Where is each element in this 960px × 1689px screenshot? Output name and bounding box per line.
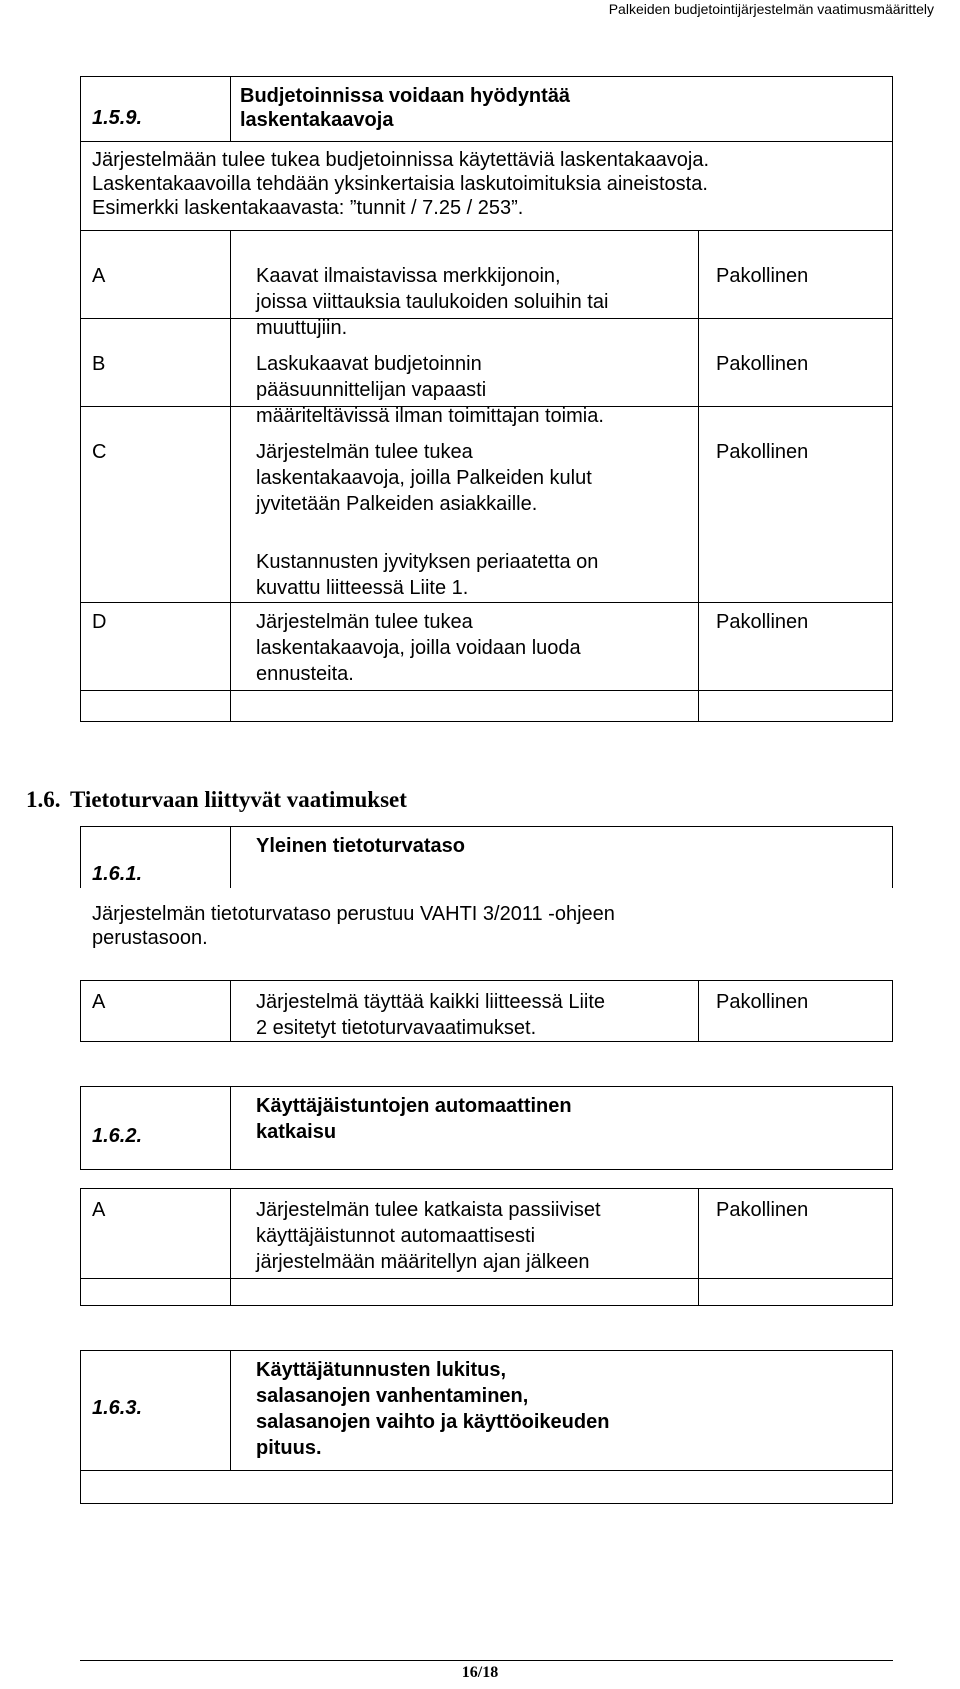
- document-header: Palkeiden budjetointijärjestelmän vaatimusmäärittely: [608, 1, 934, 17]
- section-title: katkaisu: [256, 1121, 337, 1143]
- requirement-level: Pakollinen: [716, 611, 809, 633]
- requirement-text: Kaavat ilmaistavissa merkkijonoin,: [256, 265, 561, 287]
- requirement-level: Pakollinen: [716, 991, 809, 1013]
- requirement-text: laskentakaavoja, joilla voidaan luoda: [256, 637, 581, 659]
- section-number: 1.6.2.: [92, 1125, 143, 1147]
- requirement-text: Järjestelmän tulee tukea: [256, 611, 473, 633]
- requirement-id: A: [92, 265, 106, 287]
- section-title: laskentakaavoja: [240, 109, 394, 131]
- requirement-text: laskentakaavoja, joilla Palkeiden kulut: [256, 467, 592, 489]
- section-number: 1.6.3.: [92, 1397, 143, 1419]
- section-title: Käyttäjätunnusten lukitus,: [256, 1359, 507, 1381]
- requirement-text: Järjestelmän tulee tukea: [256, 441, 473, 463]
- section-heading-number: 1.6.: [26, 787, 61, 812]
- requirement-text: joissa viittauksia taulukoiden soluihin tai: [256, 291, 609, 313]
- requirement-text: muuttujiin.: [256, 317, 348, 339]
- section-description: Esimerkki laskentakaavasta: ”tunnit / 7.25 / 253”.: [92, 197, 524, 219]
- section-title: Yleinen tietoturvataso: [256, 835, 465, 857]
- requirement-text: kuvattu liitteessä Liite 1.: [256, 577, 469, 599]
- requirement-text: Järjestelmä täyttää kaikki liitteessä Liite: [256, 991, 606, 1013]
- footer-divider: [80, 1660, 893, 1661]
- requirement-text: määriteltävissä ilman toimittajan toimia.: [256, 405, 604, 427]
- section-number: 1.5.9.: [92, 107, 143, 129]
- requirement-text: järjestelmään määritellyn ajan jälkeen: [256, 1251, 590, 1273]
- section-title: pituus.: [256, 1437, 322, 1459]
- requirement-id: B: [92, 353, 106, 375]
- section-title: salasanojen vanhentaminen,: [256, 1385, 529, 1407]
- requirement-id: A: [92, 1199, 106, 1221]
- section-title: salasanojen vaihto ja käyttöoikeuden: [256, 1411, 610, 1433]
- section-description: Järjestelmään tulee tukea budjetoinnissa käytettäviä laskentakaavoja.: [92, 149, 710, 171]
- requirement-id: C: [92, 441, 107, 463]
- requirement-level: Pakollinen: [716, 265, 809, 287]
- section-heading-title: Tietoturvaan liittyvät vaatimukset: [70, 787, 407, 812]
- requirement-text: Kustannusten jyvityksen periaatetta on: [256, 551, 599, 573]
- requirement-text: Laskukaavat budjetoinnin: [256, 353, 482, 375]
- page-number: 16/18: [461, 1664, 499, 1681]
- requirement-level: Pakollinen: [716, 1199, 809, 1221]
- requirement-level: Pakollinen: [716, 353, 809, 375]
- requirement-table-1-6-1: [80, 826, 893, 888]
- section-description: perustasoon.: [92, 927, 208, 949]
- requirement-id: D: [92, 611, 107, 633]
- section-title: Budjetoinnissa voidaan hyödyntää: [240, 85, 571, 107]
- requirement-level: Pakollinen: [716, 441, 809, 463]
- section-description: Järjestelmän tietoturvataso perustuu VAHTI 3/2011 -ohjeen: [92, 903, 615, 925]
- requirement-text: ennusteita.: [256, 663, 354, 685]
- requirement-text: 2 esitetyt tietoturvavaatimukset.: [256, 1017, 537, 1039]
- requirement-id: A: [92, 991, 106, 1013]
- requirement-text: pääsuunnittelijan vapaasti: [256, 379, 487, 401]
- requirement-text: käyttäjäistunnot automaattisesti: [256, 1225, 536, 1247]
- requirement-text: Järjestelmän tulee katkaista passiiviset: [256, 1199, 601, 1221]
- requirement-text: jyvitetään Palkeiden asiakkaille.: [256, 493, 538, 515]
- section-description: Laskentakaavoilla tehdään yksinkertaisia laskutoimituksia aineistosta.: [92, 173, 708, 195]
- section-number: 1.6.1.: [92, 863, 143, 885]
- section-title: Käyttäjäistuntojen automaattinen: [256, 1095, 572, 1117]
